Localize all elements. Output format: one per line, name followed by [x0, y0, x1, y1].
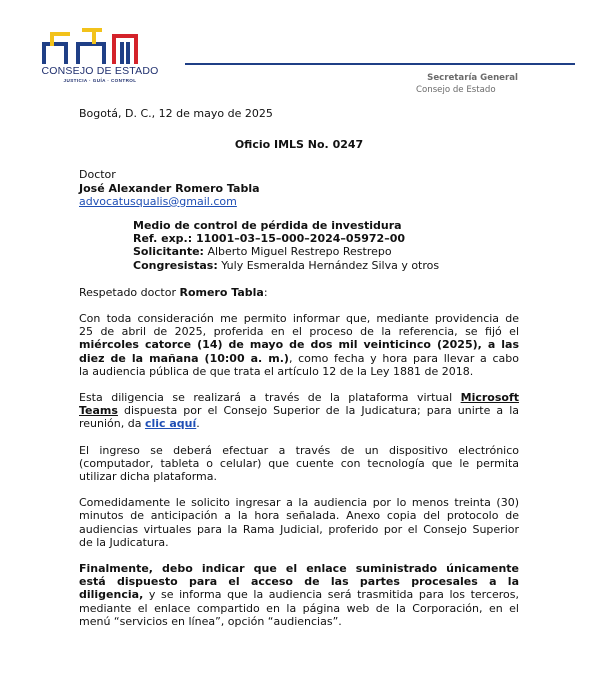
salutation-title: Doctor: [79, 168, 116, 182]
paragraph-4: Comedidamente le solicito ingresar a la audiencia por lo menos treinta (30) minutos de anticipación a la hora señalada. Anexo copia del protocolo de audiencias virtuales para la Rama Judicial, proferido por el Consejo Superior de la Judicatura.: [79, 496, 519, 549]
logo-title: CONSEJO DE ESTADO: [41, 65, 159, 77]
logo-subtitle: JUSTICIA · GUÍA · CONTROL: [63, 78, 137, 83]
header-divider: [185, 63, 575, 65]
reference-block: [133, 219, 519, 272]
ref-solicitante: Solicitante: Alberto Miguel Restrepo Restrepo: [133, 245, 392, 259]
secretaria-title: Secretaría General: [427, 73, 518, 83]
clic-aqui-link[interactable]: clic aquí: [144, 417, 197, 431]
paragraph-3: El ingreso se deberá efectuar a través de un dispositivo electrónico (computador, tableta o celular) que cuente con tecnología que le permita utilizar dicha plataforma.: [79, 443, 519, 484]
paragraph-5: Finalmente, debo indicar que el enlace suministrado únicamente está dispuesto para el acceso de las partes procesales a la diligencia, y se informa que la audiencia será trasmitida para los terceros, mediante el enlace compartido en la página web de la Corporación, en el menú “servicios en línea”, opción “audiencias”.: [79, 562, 519, 628]
consejo-logo: [30, 28, 170, 90]
greeting: Respetado doctor Romero Tabla:: [79, 285, 268, 299]
ref-expediente: Ref. exp.: 11001–03–15–000–2024–05972–00: [133, 232, 405, 246]
consejo-subtitle: Consejo de Estado: [416, 85, 496, 95]
letter-body: [79, 107, 519, 628]
recipient-email-link[interactable]: advocatusqualis@gmail.com: [79, 194, 237, 208]
building-emblem-icon: [42, 28, 158, 64]
ref-congresistas: Congresistas: Yuly Esmeralda Hernández Silva y otros: [133, 258, 440, 272]
letter-date: Bogotá, D. C., 12 de mayo de 2025: [79, 107, 273, 120]
paragraph-2: Esta diligencia se realizará a través de la plataforma virtual Microsoft Teams dispuesta por el Consejo Superior de la Judicatura; para unirte a la reunión, da clic aquí.: [79, 391, 519, 431]
recipient-name: José Alexander Romero Tabla: [79, 181, 260, 195]
paragraph-1: Con toda consideración me permito informar que, mediante providencia de 25 de abril de 2025, proferida en el proceso de la referencia, se fijó el miércoles catorce (14) de mayo de dos mil veinticinco (2025), a las diez de la mañana (10:00 a. m.), como fecha y hora para llevar a cabo la audiencia pública de que trata el artículo 12 de la Ley 1881 de 2018.: [79, 312, 520, 378]
oficio-number: Oficio IMLS No. 0247: [234, 138, 364, 152]
ref-medio: Medio de control de pérdida de investidura: [133, 219, 402, 233]
